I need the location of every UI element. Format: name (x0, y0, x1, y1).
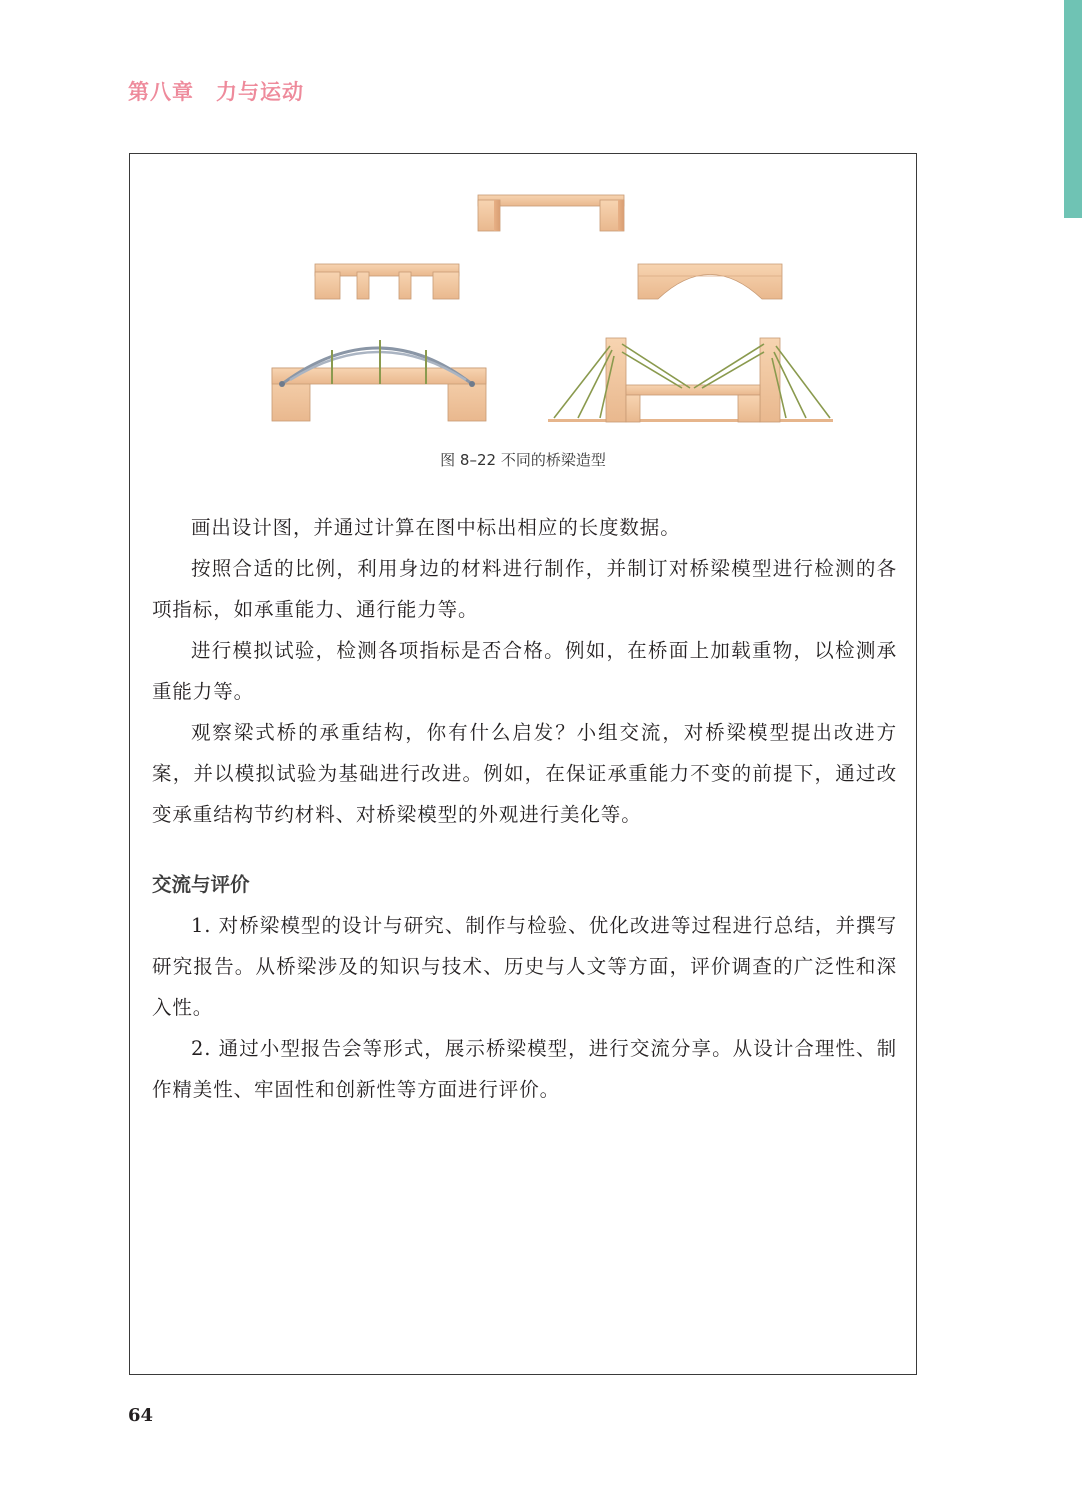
chapter-side-tab (1064, 0, 1082, 218)
paragraph: 画出设计图，并通过计算在图中标出相应的长度数据。 (191, 516, 681, 539)
paragraph: 1. 对桥梁模型的设计与研究、制作与检验、优化改进等过程进行总结，并撰写研究报告。从桥梁涉及的知识与技术、历史与人文等方面，评价调查的广泛性和深入性。 (152, 914, 897, 1019)
section-title: 交流与评价 (152, 873, 250, 896)
arch-bridge (638, 264, 782, 299)
activity-body (152, 507, 897, 1110)
tied-arch-bridge (272, 340, 486, 421)
figure-caption: 图 8–22 不同的桥梁造型 (440, 451, 606, 469)
cable-stayed-bridge (548, 338, 833, 422)
paragraph: 观察梁式桥的承重结构，你有什么启发？小组交流，对桥梁模型提出改进方案，并以模拟试验为基础进行改进。例如，在保证承重能力不变的前提下，通过改变承重结构节约材料、对桥梁模型的外观进行美化等。 (152, 721, 897, 826)
page-number: 64 (128, 1405, 154, 1426)
beam-bridge (478, 195, 624, 231)
pier-bridge (315, 264, 459, 299)
bridge-illustration (260, 180, 840, 430)
paragraph: 2. 通过小型报告会等形式，展示桥梁模型，进行交流分享。从设计合理性、制作精美性、牢固性和创新性等方面进行评价。 (152, 1037, 897, 1101)
paragraph: 按照合适的比例，利用身边的材料进行制作，并制订对桥梁模型进行检测的各项指标，如承重能力、通行能力等。 (152, 557, 897, 621)
paragraph: 进行模拟试验，检测各项指标是否合格。例如，在桥面上加载重物，以检测承重能力等。 (152, 639, 897, 703)
chapter-title: 第八章 力与运动 (128, 79, 304, 104)
